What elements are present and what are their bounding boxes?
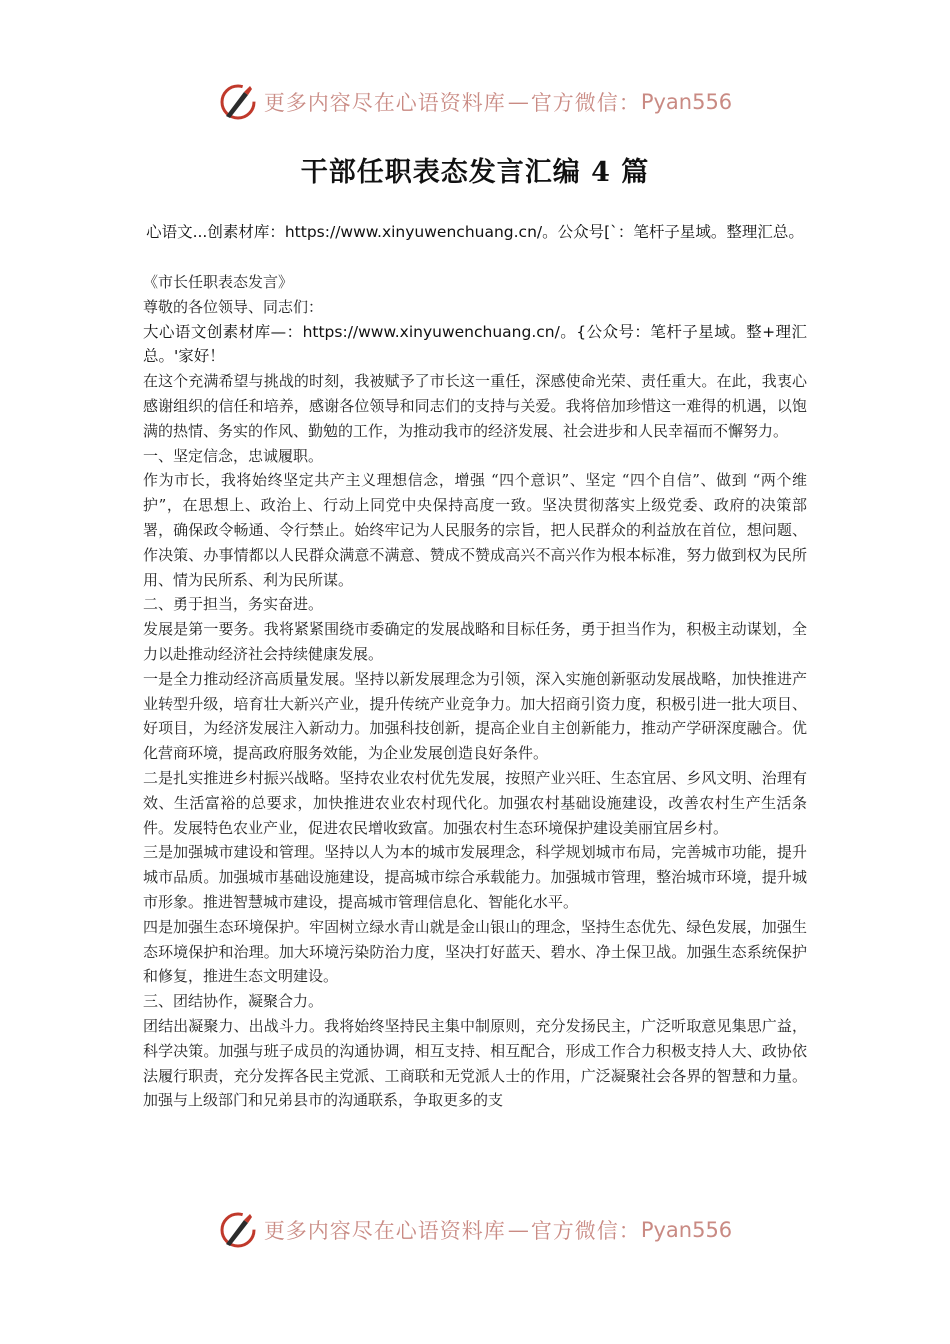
banner-separator: — [507, 1218, 529, 1242]
brush-logo-icon [218, 82, 258, 122]
banner-text: 更多内容尽在心语资料库 [263, 91, 506, 115]
body-paragraph: 团结出凝聚力、出战斗力。我将始终坚持民主集中制原则，充分发扬民主，广泛听取意见集思广益，科学决策。加强与班子成员的沟通协调，相互支持、相互配合，形成工作合力积极支持人大、政协依法履行职责，充分发挥各民主党派、工商联和无党派人士的作用，广泛凝聚社会各界的智慧和力量。加强与上级部门和兄弟县市的沟通联系，争取更多的支 [143, 1016, 807, 1110]
body-paragraph: 二是扎实推进乡村振兴战略。坚持农业农村优先发展，按照产业兴旺、生态宜居、乡风文明、治理有效、生活富裕的总要求，加快推进农业农村现代化。加强农村基础设施建设，改善农村生产生活条件。发展特色农业产业，促进农民增收致富。加强农村生态环境保护建设美丽宜居乡村。 [143, 768, 807, 837]
brush-logo-icon [218, 1210, 258, 1250]
source-note-inline: 大心语文创素材库—：https://www.xinyuwenchuang.cn/。{公众号：笔杆子星域。整+理汇总。'家好！ [143, 322, 807, 366]
banner-separator: — [507, 90, 529, 114]
body-paragraph: 在这个充满希望与挑战的时刻，我被赋予了市长这一重任，深感使命光荣、责任重大。在此，我衷心感谢组织的信任和培养，感谢各位领导和同志们的支持与关爱。我将倍加珍惜这一难得的机遇，以饱满的热情、务实的作风、勤勉的工作，为推动我市的经济发展、社会进步和人民幸福而不懈努力。 [143, 372, 807, 440]
salutation: 尊敬的各位领导、同志们： [143, 297, 324, 316]
source-note: 心语文...创素材库：https://www.xinyuwenchuang.cn/。公众号[`：笔杆子星域。整理汇总。 [146, 223, 804, 241]
banner-label: 官方微信： [530, 91, 641, 115]
section-heading: 一、坚定信念，忠诚履职。 [143, 446, 324, 465]
banner-wechat-id: Pyan556 [640, 1218, 733, 1242]
body-paragraph: 四是加强生态环境保护。牢固树立绿水青山就是金山银山的理念，坚持生态优先、绿色发展，加强生态环境保护和治理。加大环境污染防治力度，坚决打好蓝天、碧水、净土保卫战。加强生态系统保护和修复，推进生态文明建设。 [143, 917, 807, 986]
document-title: 干部任职表态发言汇编 4 篇 [300, 157, 650, 188]
banner-text: 更多内容尽在心语资料库 [263, 1219, 506, 1243]
banner-wechat-id: Pyan556 [640, 90, 733, 114]
footer-banner [0, 1208, 950, 1252]
document-body [143, 270, 807, 1113]
body-paragraph: 一是全力推动经济高质量发展。坚持以新发展理念为引领，深入实施创新驱动发展战略，加快推进产业转型升级，培育壮大新兴产业，提升传统产业竞争力。加大招商引资力度，积极引进一批大项目、好项目，为经济发展注入新动力。加强科技创新，提高企业自主创新能力，推动产学研深度融合。优化营商环境，提高政府服务效能，为企业发展创造良好条件。 [143, 669, 807, 763]
body-paragraph: 作为市长，我将始终坚定共产主义理想信念，增强 “四个意识”、坚定 “四个自信”、做到 “两个维护”，在思想上、政治上、行动上同党中央保持高度一致。坚决贯彻落实上级党委、政府的决策部署，确保政令畅通、令行禁止。始终牢记为人民服务的宗旨，把人民群众的利益放在首位，想问题、作决策、办事情都以人民群众满意不满意、赞成不赞成高兴不高兴作为根本标准，努力做到权为民所用、情为民所系、利为民所谋。 [143, 471, 807, 589]
speech-title: 《市长任职表态发言》 [143, 273, 294, 291]
body-paragraph: 三是加强城市建设和管理。坚持以人为本的城市发展理念，科学规划城市布局，完善城市功能，提升城市品质。加强城市基础设施建设，提高城市综合承载能力。加强城市管理，整治城市环境，提升城市形象。推进智慧城市建设，提高城市管理信息化、智能化水平。 [143, 843, 807, 911]
section-heading: 二、勇于担当，务实奋进。 [143, 595, 324, 614]
header-banner [0, 80, 950, 124]
body-paragraph: 发展是第一要务。我将紧紧围绕市委确定的发展战略和目标任务，勇于担当作为，积极主动谋划，全力以赴推动经济社会持续健康发展。 [143, 620, 807, 663]
section-heading: 三、团结协作，凝聚合力。 [143, 992, 324, 1011]
banner-label: 官方微信： [530, 1219, 641, 1243]
